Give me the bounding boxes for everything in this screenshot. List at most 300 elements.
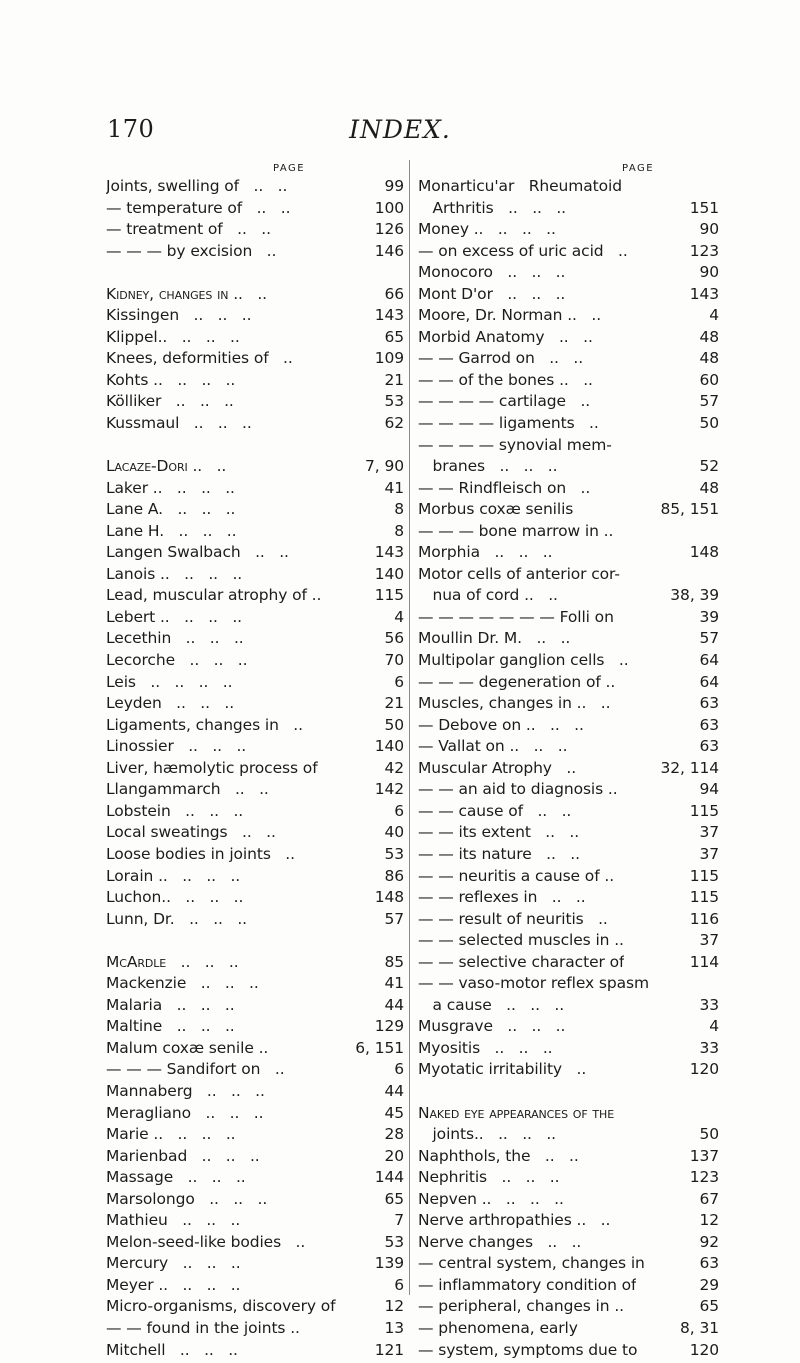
index-entry-page: 21 [384,694,404,713]
index-entry [418,284,719,306]
index-entry [106,564,404,586]
index-entry [418,348,719,370]
index-entry-text: Leis .. .. .. .. [106,672,233,691]
index-entry [106,1081,404,1103]
index-entry-text: Malaria .. .. .. [106,995,235,1014]
index-entry [418,1253,719,1275]
index-entry-page: 40 [384,823,404,842]
index-entry-text: Local sweatings .. .. [106,823,276,842]
index-entry [106,1103,404,1125]
index-entry-text: Micro-organisms, discovery of [106,1297,336,1316]
index-entry [418,1059,719,1081]
index-entry [418,844,719,866]
index-entry-text: Lobstein .. .. .. [106,801,244,820]
index-entry [418,822,719,844]
index-entry-text: — — an aid to diagnosis .. [418,780,618,799]
index-entry-text: Lane H. .. .. .. [106,521,237,540]
index-entry-page: 115 [689,866,719,885]
index-entry-page: 20 [384,1146,404,1165]
index-entry-page: 37 [699,844,719,863]
index-entry-page: 70 [384,651,404,670]
index-entry [106,305,404,327]
index-entry-text: Leyden .. .. .. [106,694,235,713]
index-entry [418,521,719,543]
index-entry-page: 41 [384,974,404,993]
index-entry-page: 57 [699,392,719,411]
index-entry [106,370,404,392]
index-entry-text: — peripheral, changes in .. [418,1297,624,1316]
index-entry-text: — treatment of .. .. [106,220,271,239]
index-entry [106,973,404,995]
index-entry-text: Naphthols, the .. .. [418,1146,579,1165]
index-entry-page: 62 [384,414,404,433]
index-entry-text: Naked eye appearances of the [418,1103,615,1122]
index-entry-page: 42 [384,758,404,777]
index-entry [106,327,404,349]
index-entry [106,650,404,672]
index-entry-text: — — — — synovial mem- [418,435,612,454]
index-entry [418,327,719,349]
index-entry-page: 63 [699,737,719,756]
index-entry-text: Morbus coxæ senilis [418,500,574,519]
index-entry-page: 85 [384,952,404,971]
index-entry-text: — — — — ligaments .. [418,414,599,433]
index-entry-page: 143 [689,284,719,303]
index-entry [106,478,404,500]
index-entry-text: Ligaments, changes in .. [106,715,303,734]
index-entry [106,176,404,198]
index-entry-page: 86 [384,866,404,885]
index-entry-text: Nerve arthropathies .. .. [418,1211,611,1230]
index-entry-page: 129 [374,1017,404,1036]
index-entry-text: — — neuritis a cause of .. [418,866,615,885]
index-entry-text: Moullin Dr. M. .. .. [418,629,571,648]
index-entry [418,1016,719,1038]
index-entry-text: — — selected muscles in .. [418,931,624,950]
index-entry-text: Knees, deformities of .. [106,349,293,368]
index-entry [106,822,404,844]
index-entry [106,219,404,241]
index-entry [418,628,719,650]
index-entry-text: Mathieu .. .. .. [106,1211,241,1230]
index-entry [418,391,719,413]
index-entry-page: 92 [699,1232,719,1251]
index-entry-text: joints.. .. .. .. [418,1125,557,1144]
index-entry-text: — — found in the joints .. [106,1318,300,1337]
index-entry-text: Marsolongo .. .. .. [106,1189,268,1208]
index-entry-page: 148 [374,888,404,907]
index-entry-page: 123 [689,1168,719,1187]
index-entry [106,499,404,521]
index-entry-page: 140 [374,737,404,756]
column-header-right: PAGE [622,163,655,174]
index-entry-page: 8 [394,500,404,519]
index-entry [418,176,719,198]
index-entry-page: 65 [699,1297,719,1316]
index-entry [106,1210,404,1232]
index-entry-text: Nerve changes .. .. [418,1232,582,1251]
index-entry-page: 50 [699,1125,719,1144]
index-entry-text: Marie .. .. .. .. [106,1125,236,1144]
column-divider [409,160,410,1295]
index-entry [418,1146,719,1168]
index-entry-page: 65 [384,1189,404,1208]
index-entry [418,1167,719,1189]
index-entry-text: Multipolar ganglion cells .. [418,651,629,670]
index-entry [106,1318,404,1340]
index-entry [106,866,404,888]
index-entry-text: Money .. .. .. .. [418,220,556,239]
index-entry [106,241,404,263]
index-entry-page: 6 [394,672,404,691]
index-entry-page: 140 [374,564,404,583]
index-entry-text: nua of cord .. .. [418,586,558,605]
index-entry-text: — inflammatory condition of [418,1275,637,1294]
index-entry-page: 66 [384,284,404,303]
index-entry [106,758,404,780]
index-entry-text: Mackenzie .. .. .. [106,974,259,993]
index-entry-page: 7 [394,1211,404,1230]
index-entry [418,1340,719,1362]
section-gap [106,930,404,952]
index-entry-page: 64 [699,651,719,670]
index-entry-text: Monocoro .. .. .. [418,263,566,282]
index-entry-text: — — — — — — — Folli on [418,607,614,626]
index-entry-page: 28 [384,1125,404,1144]
index-entry [106,456,404,478]
index-entry-page: 52 [699,457,719,476]
index-entry-text: Lead, muscular atrophy of .. [106,586,322,605]
index-entry-page: 53 [384,1232,404,1251]
index-entry-page: 120 [689,1060,719,1079]
index-entry-page: 53 [384,844,404,863]
index-entry-page: 44 [384,995,404,1014]
index-entry-page: 38, 39 [670,586,719,605]
index-entry-page: 8, 31 [680,1318,719,1337]
index-entry-page: 29 [699,1275,719,1294]
index-entry [106,391,404,413]
index-entry-text: — — cause of .. .. [418,801,572,820]
index-entry-page: 116 [689,909,719,928]
index-entry-text: Nepven .. .. .. .. [418,1189,564,1208]
index-entry [418,973,719,995]
index-entry-page: 48 [699,478,719,497]
index-entry-page: 48 [699,349,719,368]
index-entry-page: 144 [374,1168,404,1187]
index-entry-page: 21 [384,370,404,389]
index-entry-text: — Vallat on .. .. .. [418,737,568,756]
index-entry [106,887,404,909]
index-entry-page: 6 [394,1060,404,1079]
index-entry-page: 99 [384,177,404,195]
index-entry-page: 50 [699,414,719,433]
index-entry-page: 6, 151 [355,1038,404,1057]
index-entry-page: 65 [384,327,404,346]
index-column-left [106,176,404,1361]
index-entry-text: Mitchell .. .. .. [106,1340,238,1359]
index-entry [106,952,404,974]
section-gap [418,1081,719,1103]
index-entry [106,909,404,931]
index-entry-text: Lane A. .. .. .. [106,500,236,519]
index-entry [106,1016,404,1038]
section-gap [106,262,404,284]
index-entry-text: Melon-seed-like bodies .. [106,1232,306,1251]
index-entry-page: 39 [699,607,719,626]
index-entry-page: 13 [384,1318,404,1337]
index-entry-text: Meragliano .. .. .. [106,1103,264,1122]
index-entry [106,1275,404,1297]
index-column-right [418,176,719,1361]
index-entry-page: 44 [384,1081,404,1100]
index-entry-text: Moore, Dr. Norman .. .. [418,306,602,325]
index-entry-page: 48 [699,327,719,346]
index-entry-text: Kussmaul .. .. .. [106,414,252,433]
index-entry-page: 53 [384,392,404,411]
index-entry-text: — — vaso-motor reflex spasm [418,974,649,993]
index-entry-page: 4 [709,1017,719,1036]
index-entry-text: — — selective character of [418,952,625,971]
index-entry [106,1167,404,1189]
index-entry-text: — system, symptoms due to [418,1340,638,1359]
index-entry [106,348,404,370]
index-entry [106,413,404,435]
index-entry [418,650,719,672]
index-entry [418,607,719,629]
index-entry-text: Laker .. .. .. .. [106,478,235,497]
index-entry-text: — — its nature .. .. [418,844,580,863]
index-entry-text: — — of the bones .. .. [418,370,593,389]
index-entry-page: 126 [374,220,404,239]
index-entry-text: Morphia .. .. .. [418,543,553,562]
index-entry-text: Meyer .. .. .. .. [106,1275,241,1294]
index-entry-text: Lecethin .. .. .. [106,629,244,648]
index-entry [418,219,719,241]
index-entry-page: 115 [689,888,719,907]
index-entry-page: 60 [699,370,719,389]
index-entry-page: 37 [699,823,719,842]
index-entry-text: Morbid Anatomy .. .. [418,327,593,346]
index-entry-text: Monarticu'ar Rheumatoid [418,177,622,195]
index-entry-page: 57 [699,629,719,648]
index-entry-text: Kissingen .. .. .. [106,306,252,325]
index-entry-page: 12 [384,1297,404,1316]
index-entry-page: 63 [699,1254,719,1273]
index-entry [418,262,719,284]
index-entry-page: 6 [394,1275,404,1294]
index-entry-page: 94 [699,780,719,799]
index-entry [418,930,719,952]
index-entry-text: — — — Sandifort on .. [106,1060,285,1079]
index-entry [106,1124,404,1146]
index-entry [418,672,719,694]
index-entry-page: 137 [689,1146,719,1165]
index-entry-page: 32, 114 [660,758,719,777]
index-entry [418,241,719,263]
index-entry-text: Linossier .. .. .. [106,737,247,756]
index-entry-page: 41 [384,478,404,497]
index-entry [106,542,404,564]
index-entry [418,585,719,607]
index-entry-page: 63 [699,715,719,734]
index-entry [418,435,719,457]
index-entry-text: Muscles, changes in .. .. [418,694,611,713]
index-entry-text: — — its extent .. .. [418,823,580,842]
index-entry-text: Mercury .. .. .. [106,1254,241,1273]
index-entry [418,413,719,435]
index-entry [418,499,719,521]
index-entry-page: 33 [699,1038,719,1057]
running-head: INDEX. [349,115,451,144]
index-entry-text: Lanois .. .. .. .. [106,564,243,583]
index-entry-text: Mont D'or .. .. .. [418,284,566,303]
index-entry-page: 142 [374,780,404,799]
index-entry [418,758,719,780]
index-entry-page: 139 [374,1254,404,1273]
index-entry-text: Kidney, changes in .. .. [106,284,268,303]
index-entry-text: Kohts .. .. .. .. [106,370,236,389]
index-entry-text: — — — degeneration of .. [418,672,616,691]
index-entry [106,1296,404,1318]
index-entry [106,844,404,866]
index-entry-text: — central system, changes in [418,1254,645,1273]
index-entry [106,585,404,607]
index-entry [106,1253,404,1275]
column-header-left: PAGE [273,163,306,174]
index-entry-text: Nephritis .. .. .. [418,1168,560,1187]
index-entry-text: Maltine .. .. .. [106,1017,235,1036]
index-entry-text: — — Rindfleisch on .. [418,478,591,497]
index-entry-text: — — — bone marrow in .. [418,521,614,540]
index-entry-page: 33 [699,995,719,1014]
index-entry-text: Llangammarch .. .. [106,780,269,799]
index-entry-page: 100 [374,198,404,217]
section-gap [106,435,404,457]
index-entry-text: — temperature of .. .. [106,198,291,217]
index-entry-text: Joints, swelling of .. .. [106,177,288,195]
index-entry [418,736,719,758]
index-entry [106,736,404,758]
index-entry-text: — phenomena, early [418,1318,578,1337]
index-entry [106,801,404,823]
index-entry [418,1103,719,1125]
index-entry-page: 115 [689,801,719,820]
index-entry [418,305,719,327]
index-entry-text: Lunn, Dr. .. .. .. [106,909,248,928]
index-entry-page: 4 [709,306,719,325]
index-entry-text: Loose bodies in joints .. [106,844,295,863]
index-entry [418,1275,719,1297]
index-entry [106,1232,404,1254]
index-entry-text: Liver, hæmolytic process of [106,758,318,777]
index-entry-text: Muscular Atrophy .. [418,758,577,777]
index-entry-text: branes .. .. .. [418,457,558,476]
index-entry-page: 6 [394,801,404,820]
index-entry [418,1189,719,1211]
index-entry-page: 67 [699,1189,719,1208]
index-entry [418,198,719,220]
index-entry [106,628,404,650]
index-entry-text: McArdle .. .. .. [106,952,239,971]
index-entry-text: — — — by excision .. [106,241,277,260]
index-entry-text: — — Garrod on .. .. [418,349,584,368]
index-entry-page: 90 [699,220,719,239]
index-entry [418,1318,719,1340]
index-entry [106,1146,404,1168]
index-entry [106,715,404,737]
index-entry [106,1059,404,1081]
index-entry-text: Klippel.. .. .. .. [106,327,240,346]
index-entry [106,607,404,629]
index-entry-text: Arthritis .. .. .. [418,198,567,217]
index-entry-text: — — — — cartilage .. [418,392,591,411]
index-entry-page: 45 [384,1103,404,1122]
index-entry [418,801,719,823]
index-entry [418,456,719,478]
index-entry-text: — — result of neuritis .. [418,909,608,928]
index-entry-page: 7, 90 [365,457,404,476]
index-entry-page: 115 [374,586,404,605]
index-entry-page: 151 [689,198,719,217]
index-entry [418,693,719,715]
index-entry-page: 56 [384,629,404,648]
index-entry-text: Luchon.. .. .. .. [106,888,244,907]
index-entry-text: Lorain .. .. .. .. [106,866,241,885]
index-entry-page: 143 [374,306,404,325]
index-entry-page: 12 [699,1211,719,1230]
index-entry-text: a cause .. .. .. [418,995,565,1014]
index-entry-page: 123 [689,241,719,260]
index-entry [418,887,719,909]
index-entry-text: Lecorche .. .. .. [106,651,248,670]
index-entry-text: Malum coxæ senile .. [106,1038,269,1057]
index-entry [106,672,404,694]
index-entry-page: 57 [384,909,404,928]
index-entry [418,779,719,801]
index-entry-page: 120 [689,1340,719,1359]
index-entry [418,542,719,564]
index-entry [106,521,404,543]
index-entry-text: Langen Swalbach .. .. [106,543,289,562]
index-entry-page: 114 [689,952,719,971]
index-entry-page: 143 [374,543,404,562]
index-entry-text: Lacaze-Dori .. .. [106,457,227,476]
index-entry-text: — Debove on .. .. .. [418,715,584,734]
index-entry-page: 146 [374,241,404,260]
index-entry-text: Motor cells of anterior cor- [418,564,620,583]
index-entry-page: 64 [699,672,719,691]
index-entry-text: Musgrave .. .. .. [418,1017,566,1036]
index-entry-page: 63 [699,694,719,713]
index-entry-page: 4 [394,607,404,626]
index-entry [418,564,719,586]
index-entry-text: Marienbad .. .. .. [106,1146,260,1165]
index-entry [418,995,719,1017]
index-entry-text: — on excess of uric acid .. [418,241,628,260]
index-entry-page: 85, 151 [660,500,719,519]
index-entry-text: Lebert .. .. .. .. [106,607,243,626]
index-entry-text: Mannaberg .. .. .. [106,1081,265,1100]
index-entry-page: 8 [394,521,404,540]
index-entry-page: 121 [374,1340,404,1359]
index-entry-text: Myotatic irritability .. [418,1060,587,1079]
index-entry-text: Myositis .. .. .. [418,1038,553,1057]
index-entry-page: 90 [699,263,719,282]
index-entry-text: Massage .. .. .. [106,1168,246,1187]
index-entry [418,1210,719,1232]
index-entry-page: 37 [699,931,719,950]
index-entry-text: — — reflexes in .. .. [418,888,586,907]
